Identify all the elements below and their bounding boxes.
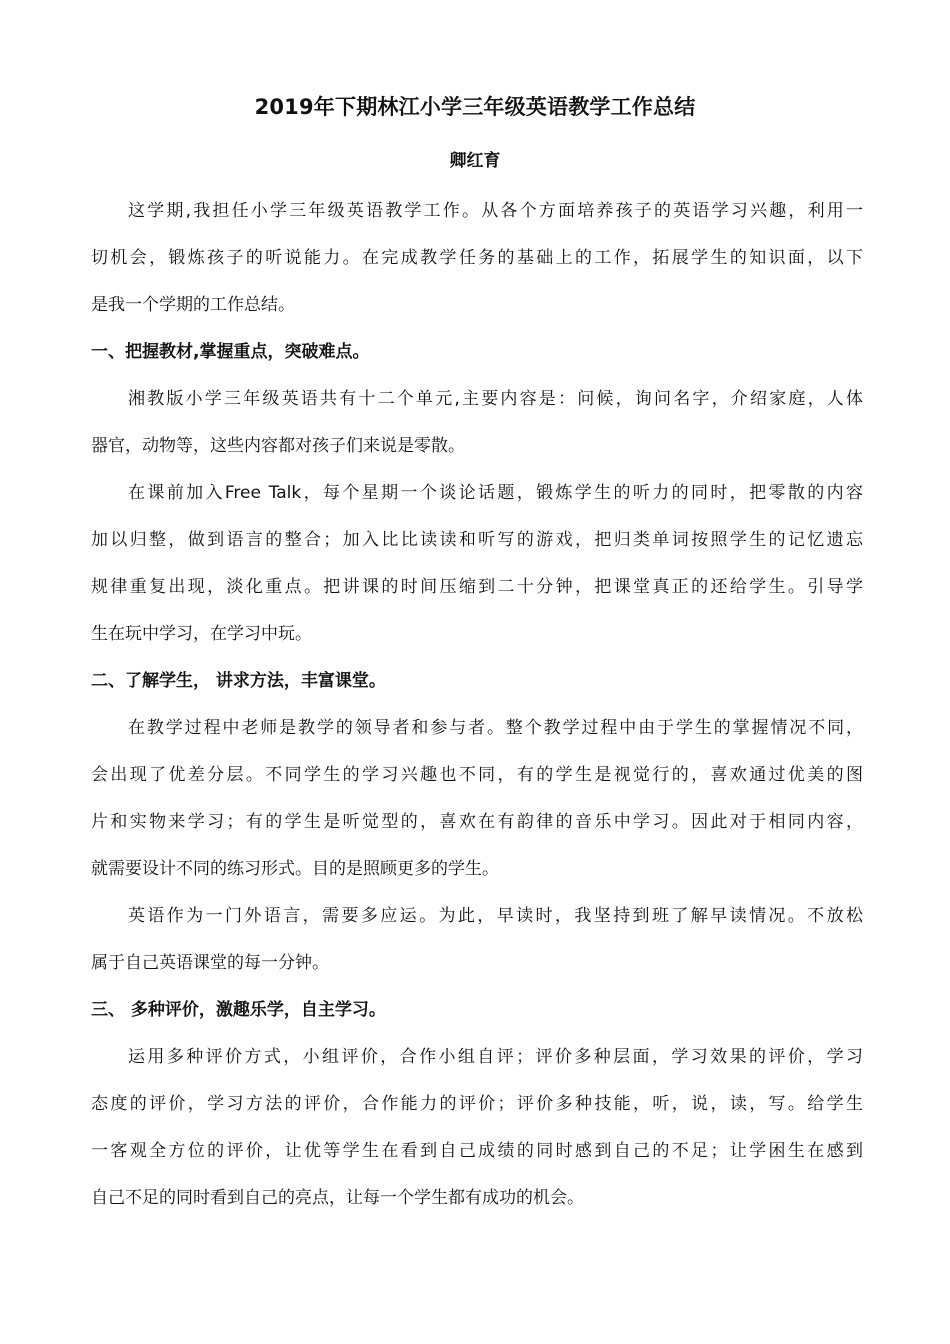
section-1-p1-line-1: 湘教版小学三年级英语共有十二个单元,主要内容是：问候，询问名字，介绍家庭，人体 <box>128 389 863 409</box>
section-3-p1-line-3: 一客观全方位的评价，让优等学生在看到自己成绩的同时感到自己的不足；让学困生在感到 <box>91 1141 863 1161</box>
section-3-p1-line-2: 态度的评价，学习方法的评价，合作能力的评价；评价多种技能，听，说，读，写。给学生 <box>91 1094 863 1114</box>
intro-line-1: 这学期,我担任小学三年级英语教学工作。从各个方面培养孩子的英语学习兴趣，利用一 <box>128 201 863 221</box>
section-2-p2-line-2: 属于自己英语课堂的每一分钟。 <box>91 953 329 973</box>
section-2-heading: 二、了解学生， 讲求方法，丰富课堂。 <box>91 671 386 691</box>
section-1-p2-line-1: 在课前加入Free Talk，每个星期一个谈论话题，锻炼学生的听力的同时，把零散的内容 <box>128 483 863 503</box>
section-2-p1-line-4: 就需要设计不同的练习形式。目的是照顾更多的学生。 <box>91 859 499 879</box>
section-2-p2-line-1: 英语作为一门外语言，需要多应运。为此，早读时，我坚持到班了解早读情况。不放松 <box>128 906 863 926</box>
intro-line-3: 是我一个学期的工作总结。 <box>91 295 295 315</box>
section-3-heading: 三、 多种评价，激趣乐学，自主学习。 <box>91 1000 386 1020</box>
intro-line-2: 切机会，锻炼孩子的听说能力。在完成教学任务的基础上的工作，拓展学生的知识面，以下 <box>91 248 863 268</box>
section-1-p2-line-4: 生在玩中学习，在学习中玩。 <box>91 624 312 644</box>
document-body <box>91 199 863 1210</box>
section-3-p1-line-4: 自己不足的同时看到自己的亮点，让每一个学生都有成功的机会。 <box>91 1188 584 1208</box>
document-title: 2019年下期林江小学三年级英语教学工作总结 <box>254 95 696 119</box>
section-1-heading: 一、把握教材,掌握重点，突破难点。 <box>91 342 370 362</box>
document-author: 卿红育 <box>449 151 501 171</box>
section-1-p1-line-2: 器官，动物等，这些内容都对孩子们来说是零散。 <box>91 436 465 456</box>
section-2-p1-line-2: 会出现了优差分层。不同学生的学习兴趣也不同，有的学生是视觉行的，喜欢通过优美的图 <box>91 765 863 785</box>
section-1-p2-line-3: 规律重复出现，淡化重点。把讲课的时间压缩到二十分钟，把课堂真正的还给学生。引导学 <box>91 577 863 597</box>
section-2-p1-line-3: 片和实物来学习；有的学生是听觉型的，喜欢在有韵律的音乐中学习。因此对于相同内容， <box>91 812 863 832</box>
section-1-p2-line-2: 加以归整，做到语言的整合；加入比比读读和听写的游戏，把归类单词按照学生的记忆遗忘 <box>91 530 863 550</box>
section-3-p1-line-1: 运用多种评价方式，小组评价，合作小组自评；评价多种层面，学习效果的评价，学习 <box>128 1047 863 1067</box>
section-2-p1-line-1: 在教学过程中老师是教学的领导者和参与者。整个教学过程中由于学生的掌握情况不同， <box>128 718 863 738</box>
